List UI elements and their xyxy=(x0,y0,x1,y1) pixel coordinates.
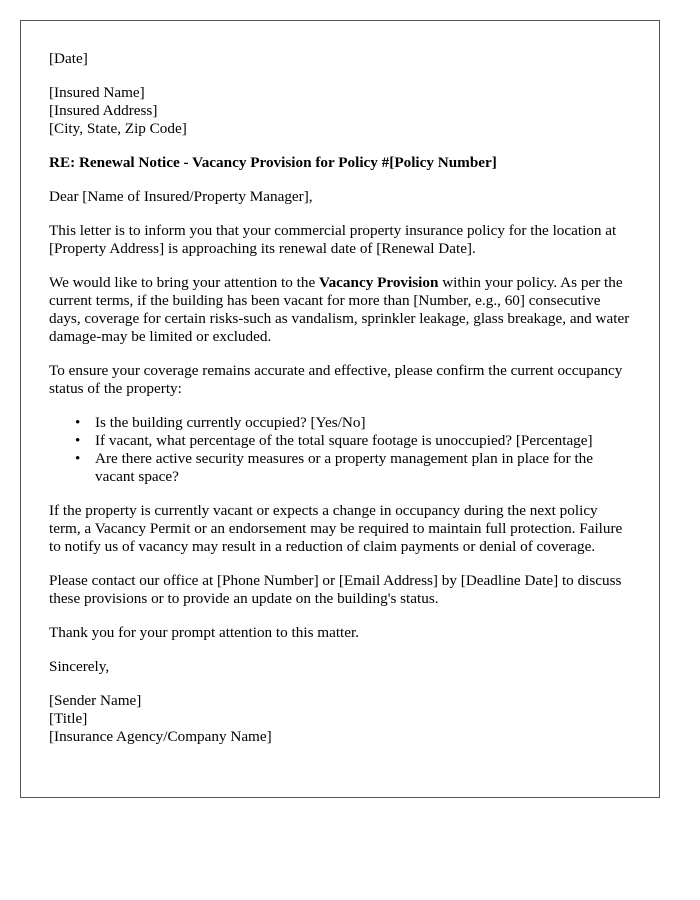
question-occupied: Is the building currently occupied? [Yes/No] xyxy=(95,414,366,431)
sender-name: [Sender Name] xyxy=(49,692,142,709)
list-item xyxy=(75,414,631,432)
letter-document xyxy=(20,20,660,798)
paragraph-vacancy-permit: If the property is currently vacant or expects a change in occupancy during the next policy term, a Vacancy Permit or an endorsement may be required to maintain full protection. Failure to notify us of vacancy may result in a reduction of claim payments or denial of coverage. xyxy=(49,502,623,555)
occupancy-questions-list xyxy=(49,414,631,486)
recipient-block xyxy=(49,84,631,138)
paragraph-contact: Please contact our office at [Phone Number] or [Email Address] by [Deadline Date] to discuss these provisions or to provide an update on the building's status. xyxy=(49,572,622,607)
bullet-icon: • xyxy=(75,432,81,449)
vacancy-text-after: within your policy. As per the current terms, if the building has been vacant for more than [Number, e.g., 60] consecutive days, coverage for certain risks-such as vandalism, sprinkler leakage, glass breakage, and water damage-may be limited or excluded. xyxy=(49,274,630,345)
recipient-address: [Insured Address] xyxy=(49,102,158,119)
signature-block xyxy=(49,692,631,746)
letter-date: [Date] xyxy=(49,50,88,67)
list-item xyxy=(75,432,631,450)
paragraph-vacancy-provision xyxy=(49,274,631,346)
paragraph-thanks: Thank you for your prompt attention to this matter. xyxy=(49,624,360,641)
recipient-name: [Insured Name] xyxy=(49,84,145,101)
paragraph-renewal-notice: This letter is to inform you that your commercial property insurance policy for the location at [Property Address] is approaching its renewal date of [Renewal Date]. xyxy=(49,222,617,257)
subject-line: RE: Renewal Notice - Vacancy Provision for Policy #[Policy Number] xyxy=(49,154,497,171)
question-security-measures: Are there active security measures or a property management plan in place for the vacant space? xyxy=(95,450,594,485)
bullet-icon: • xyxy=(75,450,81,467)
paragraph-occupancy-request: To ensure your coverage remains accurate and effective, please confirm the current occupancy status of the property: xyxy=(49,362,623,397)
bullet-icon: • xyxy=(75,414,81,431)
recipient-city-state-zip: [City, State, Zip Code] xyxy=(49,120,187,137)
closing: Sincerely, xyxy=(49,658,110,675)
vacancy-provision-term: Vacancy Provision xyxy=(319,274,439,291)
salutation: Dear [Name of Insured/Property Manager], xyxy=(49,188,313,205)
vacancy-text-before: We would like to bring your attention to the xyxy=(49,274,319,291)
sender-title: [Title] xyxy=(49,710,88,727)
question-vacant-percentage: If vacant, what percentage of the total square footage is unoccupied? [Percentage] xyxy=(95,432,593,449)
sender-company: [Insurance Agency/Company Name] xyxy=(49,728,272,745)
list-item xyxy=(75,450,631,486)
